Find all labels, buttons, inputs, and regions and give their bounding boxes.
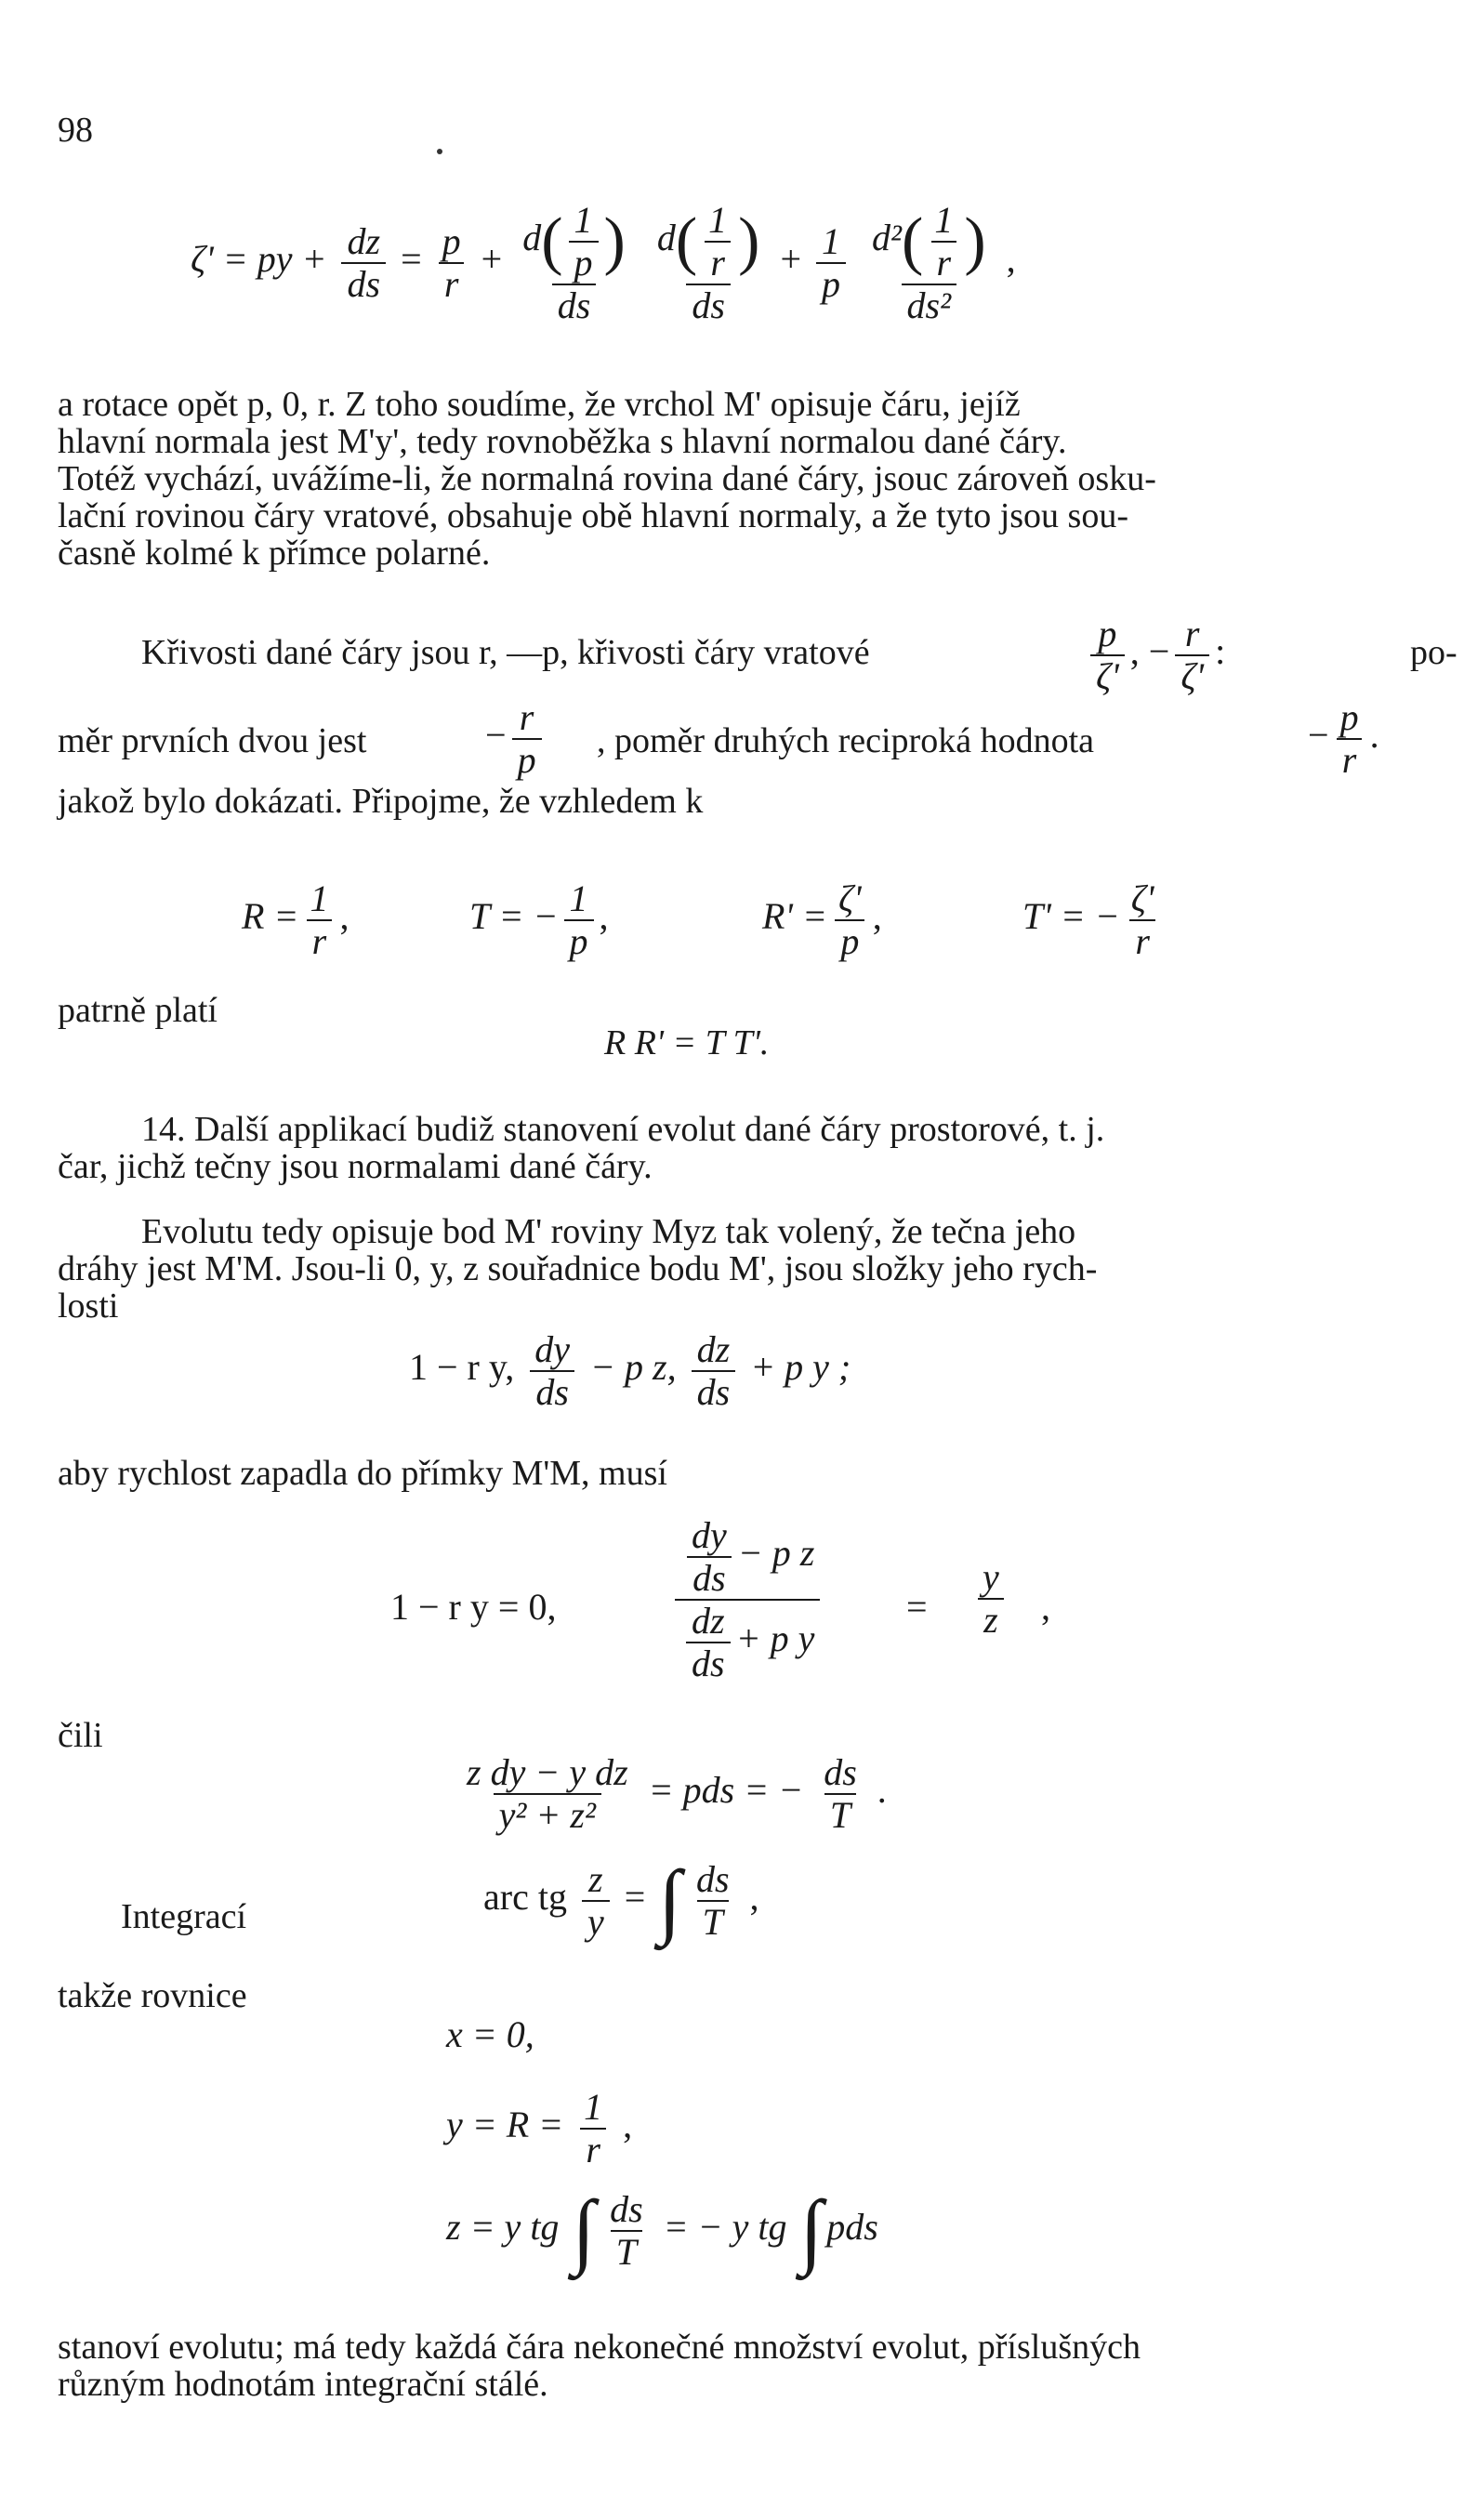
eq1-frac-d1p: d( $\frac{1}{p}$ ) ds <box>522 199 626 326</box>
text-line: losti <box>58 1286 119 1326</box>
def-Tprime-label: T' = − <box>1022 895 1120 938</box>
definitions-R-T: R = $\frac{1}{r}$ , T = − $\frac{1}{p}$ , R' = $\frac{\zeta'}{p}$ , T' = − $\frac{\zeta'}{r}$ <box>242 878 1264 981</box>
text-line: různým hodnotám integrační stálé. <box>58 2365 548 2404</box>
num: dz <box>692 1600 725 1642</box>
eq1-frac-d2: d²( $\frac{1}{r}$ ) ds² <box>872 199 986 326</box>
eq1-one: 1 <box>574 199 593 241</box>
sys-pds: pds <box>826 2206 878 2249</box>
arc-tg: arc tg <box>483 1876 567 1919</box>
num: z dy − y dz <box>467 1751 628 1793</box>
text-line: jakož bylo dokázati. Připojme, že vzhledem k <box>58 782 704 821</box>
den: r <box>580 2128 606 2170</box>
num: dz <box>696 1328 731 1370</box>
def-T-label: T = − <box>469 895 559 938</box>
eq1-lhs: ζ' = py + <box>191 238 327 281</box>
den: y <box>582 1900 610 1943</box>
num: y <box>983 1556 999 1598</box>
text-line: čar, jichž tečny jsou normalami dané čáry. <box>58 1147 653 1186</box>
text-line: hlavní normala jest M'y', tedy rovnoběžka s hlavní normalou dané čáry. <box>58 422 1067 461</box>
equation-integral <box>483 1854 759 1946</box>
den: r <box>307 919 333 962</box>
text-line: 14. Další applikací budiž stanovení evolut dané čáry prostorové, t. j. <box>141 1110 1105 1149</box>
den: T <box>611 2230 642 2273</box>
eq1-one: 1 <box>708 199 728 241</box>
paragraph-rotace <box>58 386 1405 572</box>
eq1-num: dz <box>347 220 381 262</box>
text-line: dráhy jest M'M. Jsou-li 0, y, z souřadnice bodu M', jsou složky jeho rych- <box>58 1249 1098 1288</box>
frac-r-p: − $\frac{r}{p}$ <box>485 697 547 781</box>
eq3-a: 1 − r y = 0, <box>390 1586 557 1628</box>
paragraph-evoluta <box>58 1213 1405 1325</box>
den: ds <box>530 1370 574 1413</box>
eq2-a: 1 − r y, <box>409 1346 515 1389</box>
num: dy <box>534 1328 571 1370</box>
equation-zeta-prime <box>191 200 1016 326</box>
den: p <box>835 919 864 962</box>
text-line: lační rovinou čáry vratové, obsahuje obě hlavní normaly, a že tyto jsou sou- <box>58 496 1128 535</box>
num: 1 <box>569 877 588 919</box>
eq: = <box>624 1876 646 1919</box>
equation-x: x = 0, <box>446 2013 534 2055</box>
den: T <box>697 1900 729 1943</box>
comma: , <box>749 1876 759 1919</box>
equation-z <box>446 2184 878 2276</box>
eq1-p: p <box>569 241 599 284</box>
num: 1 <box>310 877 329 919</box>
equation-RR-TT: R R' = T T'. <box>604 1023 770 1062</box>
eq3-comma: , <box>1041 1586 1050 1628</box>
eq1-frac-p-r <box>437 221 467 305</box>
text-aby: aby rychlost zapadla do přímky M'M, musí <box>58 1454 667 1493</box>
text-line: , poměr druhých reciproká hodnota <box>597 721 1094 760</box>
eq1-comma: , <box>1006 238 1016 281</box>
num: p <box>1339 696 1359 738</box>
integral-sign-icon: ∫ <box>658 1854 681 1946</box>
den: ζ' <box>1175 654 1209 697</box>
num: r <box>1184 613 1200 654</box>
label-cili: čili <box>58 1716 103 1755</box>
sys-mid: = − y tg <box>663 2206 787 2249</box>
num: 1 <box>584 2086 603 2128</box>
cili-dot: . <box>877 1769 887 1812</box>
text-line: časně kolmé k přímce polarné. <box>58 534 491 573</box>
eq1-den: ds² <box>902 284 957 326</box>
den: p <box>512 738 542 781</box>
num: z <box>588 1858 603 1900</box>
section-14 <box>58 1111 1405 1185</box>
den: y² + z² <box>494 1793 601 1836</box>
eq2-c: + p y ; <box>750 1346 851 1389</box>
page-number: 98 <box>58 111 93 150</box>
den: r <box>1337 738 1363 781</box>
eq2-b: − p z, <box>590 1346 677 1389</box>
eq1-d: d <box>522 217 542 259</box>
num: ζ' <box>838 877 862 919</box>
eq1-den: ds <box>686 284 731 326</box>
eq3-pz: − p z <box>737 1532 815 1575</box>
num: ds <box>695 1858 730 1900</box>
eq1-r: r <box>931 241 957 284</box>
text-line: po- <box>1410 633 1457 672</box>
text-line: stanoví evolutu; má tedy každá čára nekonečné množství evolut, příslušných <box>58 2328 1141 2367</box>
def-R-label: R = <box>242 895 299 938</box>
label-takze-rovnice: takže rovnice <box>58 1976 247 2015</box>
text-line: Křivosti dané čáry jsou r, —p, křivosti čáry vratové <box>141 633 870 672</box>
stray-mark <box>437 149 442 154</box>
num: ζ' <box>1130 877 1154 919</box>
num: ds <box>824 1751 857 1793</box>
comma: , <box>623 2104 633 2146</box>
text-line: Totéž vychází, uvážíme-li, že normalná rovina dané čáry, jsouc zároveň osku- <box>58 459 1156 498</box>
integral-sign-icon: ∫ <box>572 2184 596 2276</box>
eq1-frac-1p <box>816 221 846 305</box>
paragraph-final <box>58 2329 1405 2403</box>
eq1-d2: d² <box>872 217 902 259</box>
label-patrne-plati: patrně platí <box>58 991 218 1030</box>
den: ds <box>687 1556 732 1599</box>
eq1-plus: + <box>481 238 503 281</box>
den: p <box>564 919 594 962</box>
eq1-frac-d1r: d( $\frac{1}{r}$ ) ds <box>656 199 760 326</box>
integral-sign-icon: ∫ <box>799 2184 824 2276</box>
eq3-big-frac <box>675 1515 820 1684</box>
eq1-den: ds <box>552 284 597 326</box>
frac-p-r: − $\frac{p}{r}$ . <box>1308 696 1379 781</box>
sys-z: z = y tg <box>446 2206 560 2249</box>
label-integraci: Integrací <box>121 1897 247 1936</box>
text-line: měr prvních dvou jest <box>58 721 367 760</box>
eq1-num: 1 <box>822 220 840 262</box>
eq1-frac-dz-ds <box>341 221 386 305</box>
num: ds <box>610 2188 643 2230</box>
equation-cili <box>455 1752 887 1836</box>
equation-y <box>446 2087 632 2170</box>
den: r <box>1129 919 1155 962</box>
eq1-eq: = <box>401 238 422 281</box>
eq1-den: ds <box>341 262 386 305</box>
eq1-num: p <box>442 220 461 262</box>
eq1-plus2: + <box>780 238 801 281</box>
cili-mid: = pds = − <box>648 1769 804 1812</box>
def-Rprime-label: R' = <box>762 895 827 938</box>
num: dy <box>692 1514 727 1556</box>
frac-p-zeta: $\frac{p}{\zeta'}$ , − $\frac{r}{\zeta'}$ : <box>1085 614 1225 697</box>
text-line: Evolutu tedy opisuje bod M' roviny Myz tak volený, že tečna jeho <box>141 1212 1076 1251</box>
sys-y: y = R = <box>446 2104 564 2146</box>
eq1-one: 1 <box>934 199 954 241</box>
equation-condition <box>390 1515 1227 1701</box>
eq1-d: d <box>656 217 676 259</box>
den: ζ' <box>1090 654 1125 697</box>
den: ds <box>686 1642 731 1684</box>
num: r <box>519 696 534 738</box>
num: p <box>1098 613 1117 654</box>
den: T <box>824 1793 856 1836</box>
eq3-eq: = <box>906 1586 928 1628</box>
eq1-den: p <box>816 262 846 305</box>
paragraph-krivosti <box>58 613 1457 823</box>
den: ds <box>692 1370 736 1413</box>
eq1-r: r <box>705 241 731 284</box>
den: z <box>978 1598 1004 1641</box>
text-line: a rotace opět p, 0, r. Z toho soudíme, že vrchol M' opisuje čáru, jejíž <box>58 385 1021 424</box>
eq3-py: + p y <box>735 1617 815 1660</box>
eq1-den: r <box>439 262 465 305</box>
equation-velocity <box>409 1329 851 1413</box>
